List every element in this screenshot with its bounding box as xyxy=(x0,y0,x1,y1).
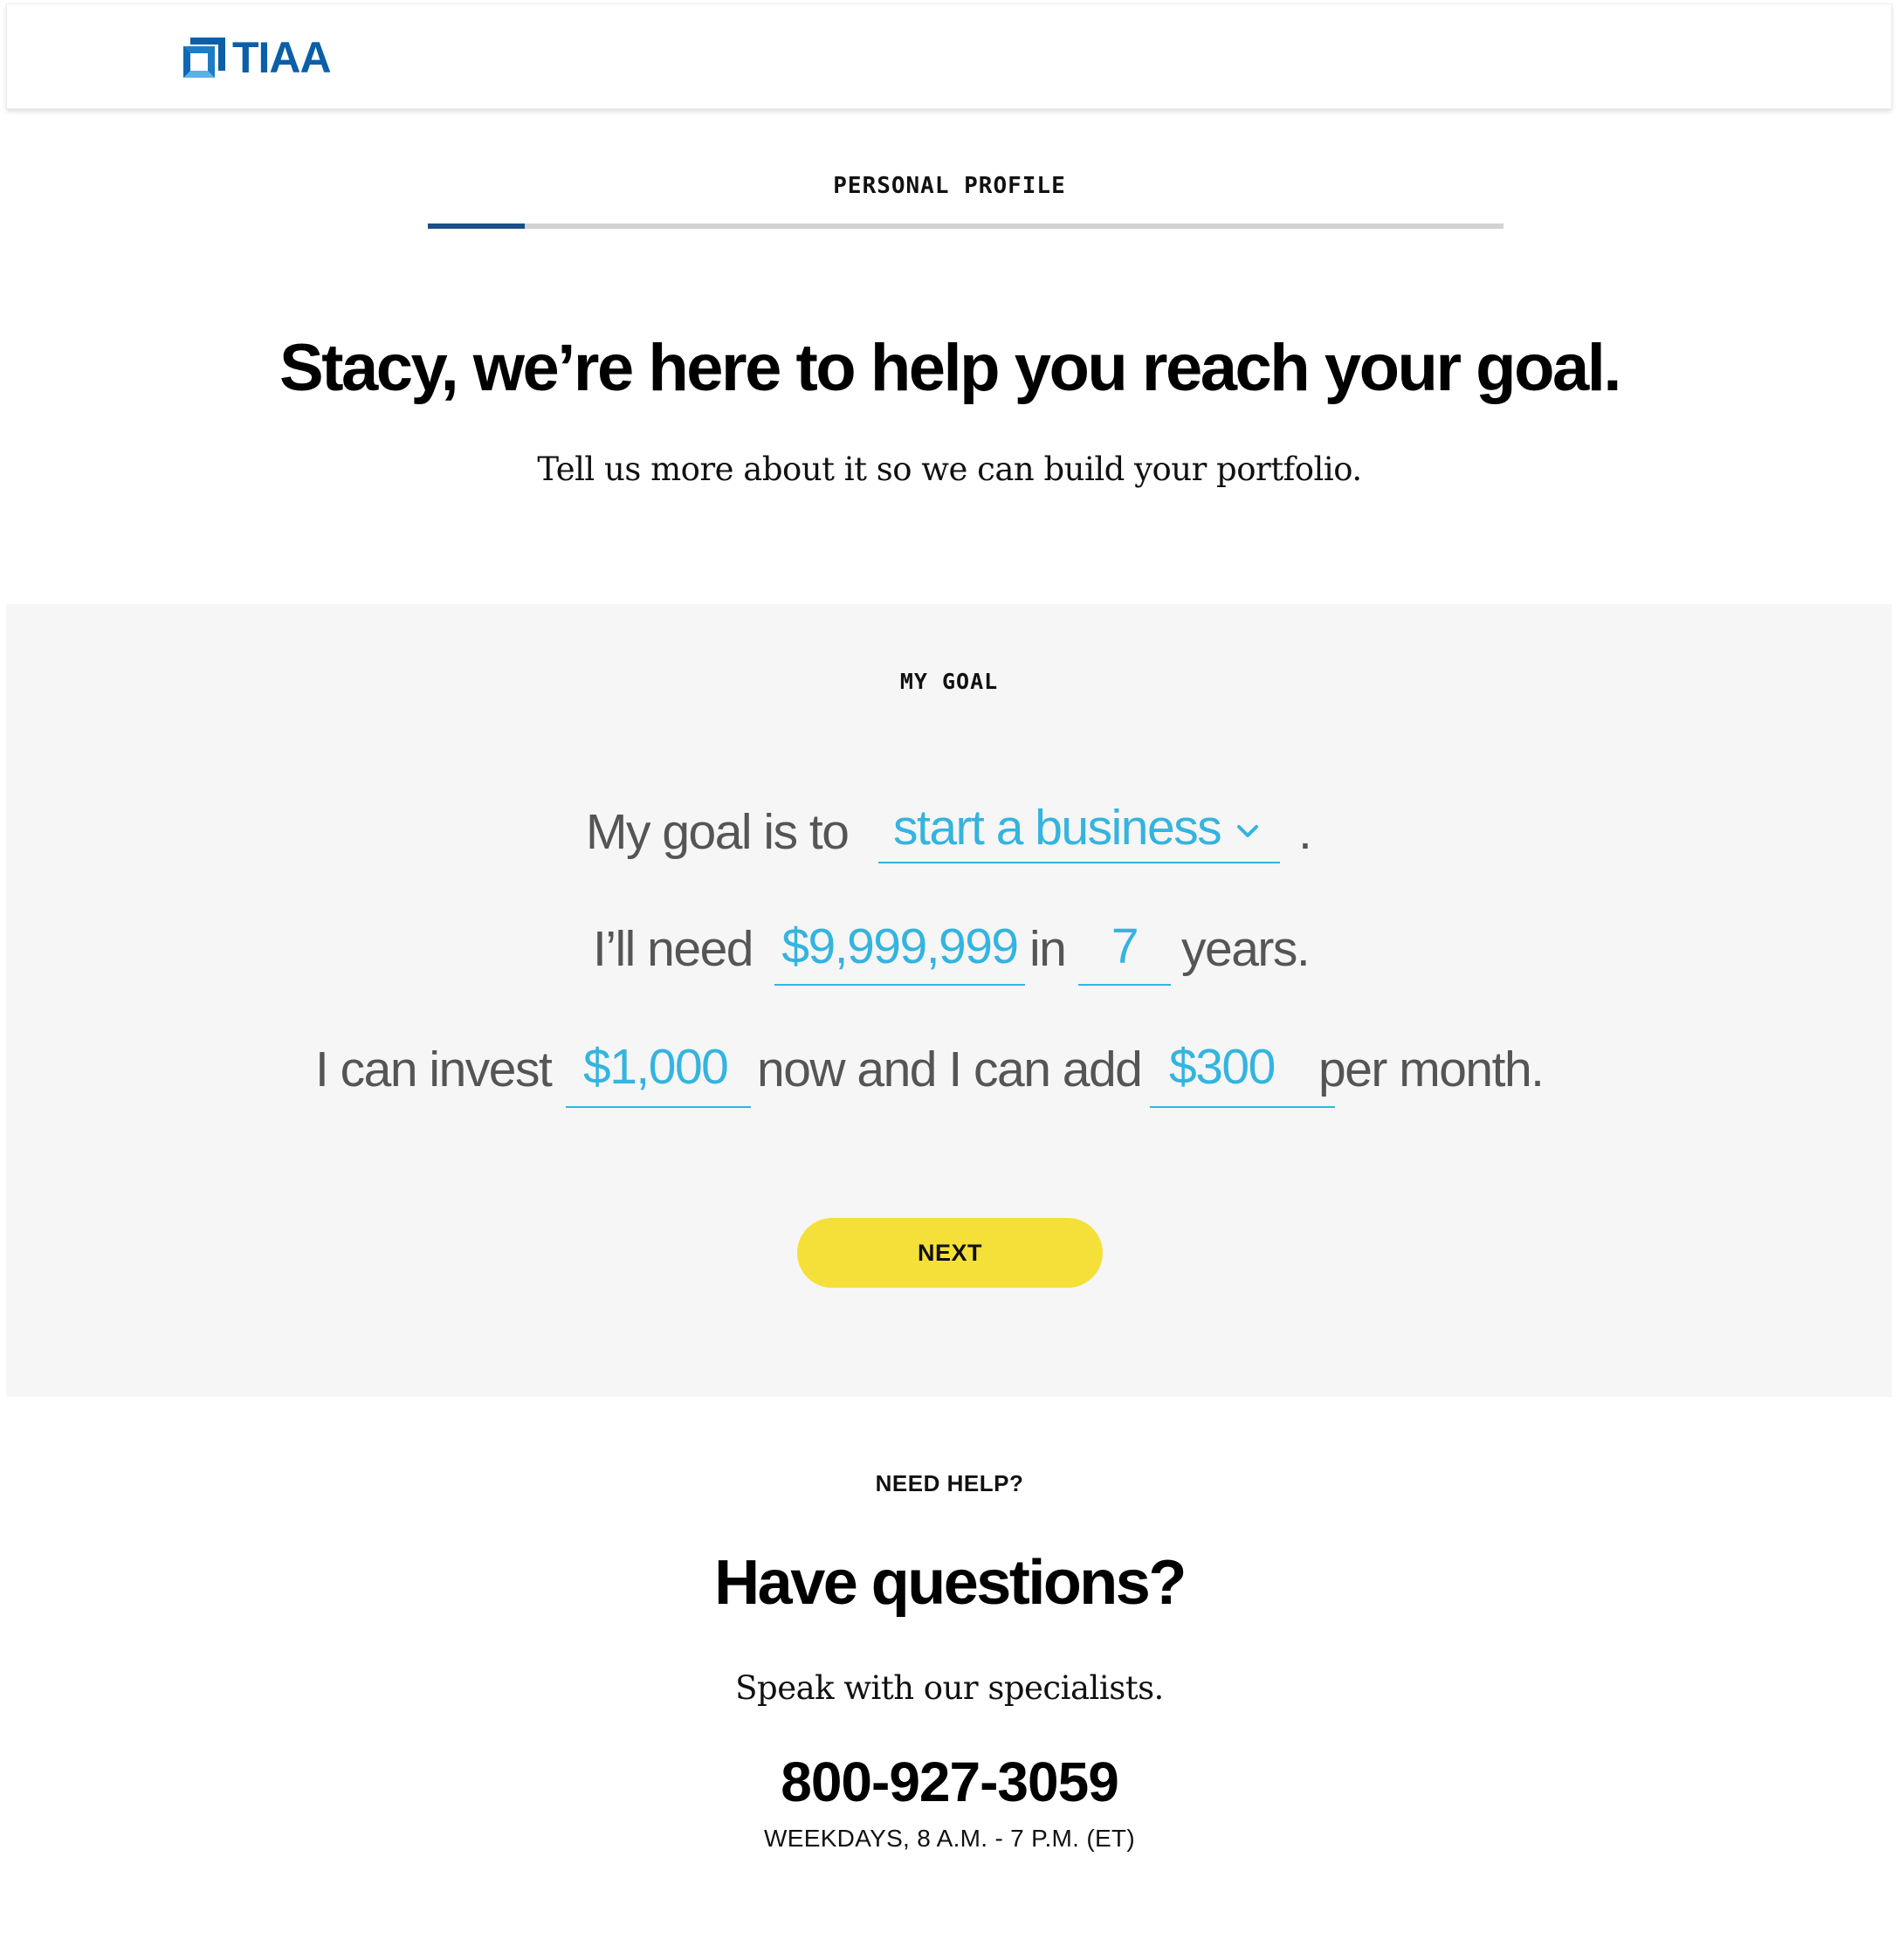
goal-type-dropdown[interactable] xyxy=(878,797,1280,863)
initial-investment-value: $1,000 xyxy=(583,1039,728,1095)
logo-text: TIAA xyxy=(232,33,331,82)
goal-line1-prefix: My goal is to xyxy=(586,804,849,860)
goal-line2-suffix: years. xyxy=(1181,921,1310,977)
progress-step-label: PERSONAL PROFILE xyxy=(833,173,1066,199)
site-header xyxy=(6,3,1892,109)
chevron-down-icon xyxy=(1236,823,1259,839)
years-value: 7 xyxy=(1111,918,1139,974)
goal-line3-suffix: per month. xyxy=(1318,1042,1544,1097)
monthly-contribution-input[interactable] xyxy=(1150,1036,1335,1108)
goal-line2-mid: in xyxy=(1029,921,1066,977)
progress-bar-fill xyxy=(428,224,525,229)
goal-section-label: MY GOAL xyxy=(899,669,999,694)
target-amount-value: $9,999,999 xyxy=(781,918,1018,974)
target-amount-input[interactable] xyxy=(774,916,1025,986)
goal-panel xyxy=(6,604,1892,1397)
goal-line2-prefix: I’ll need xyxy=(593,921,753,977)
help-phone-link[interactable]: 800-927-3059 xyxy=(781,1750,1118,1813)
tiaa-logo-icon xyxy=(182,36,227,79)
monthly-contribution-value: $300 xyxy=(1169,1039,1275,1095)
goal-line1-suffix: . xyxy=(1298,804,1311,860)
goal-line3-mid: now and I can add xyxy=(757,1042,1142,1097)
goal-line3-prefix: I can invest xyxy=(315,1042,552,1097)
years-input[interactable] xyxy=(1078,916,1171,986)
initial-investment-input[interactable] xyxy=(566,1036,751,1108)
goal-type-value: start a business xyxy=(893,800,1221,856)
help-title: Have questions? xyxy=(714,1548,1185,1618)
tiaa-logo[interactable] xyxy=(182,33,331,82)
help-hours: WEEKDAYS, 8 A.M. - 7 P.M. (ET) xyxy=(764,1825,1135,1852)
help-subtitle: Speak with our specialists. xyxy=(735,1669,1164,1707)
next-button[interactable]: NEXT xyxy=(797,1218,1103,1288)
progress-bar xyxy=(428,224,1503,229)
page-title: Stacy, we’re here to help you reach your goal. xyxy=(279,331,1620,405)
help-section-label: NEED HELP? xyxy=(875,1470,1024,1496)
page-subtitle: Tell us more about it so we can build your portfolio. xyxy=(537,450,1362,488)
